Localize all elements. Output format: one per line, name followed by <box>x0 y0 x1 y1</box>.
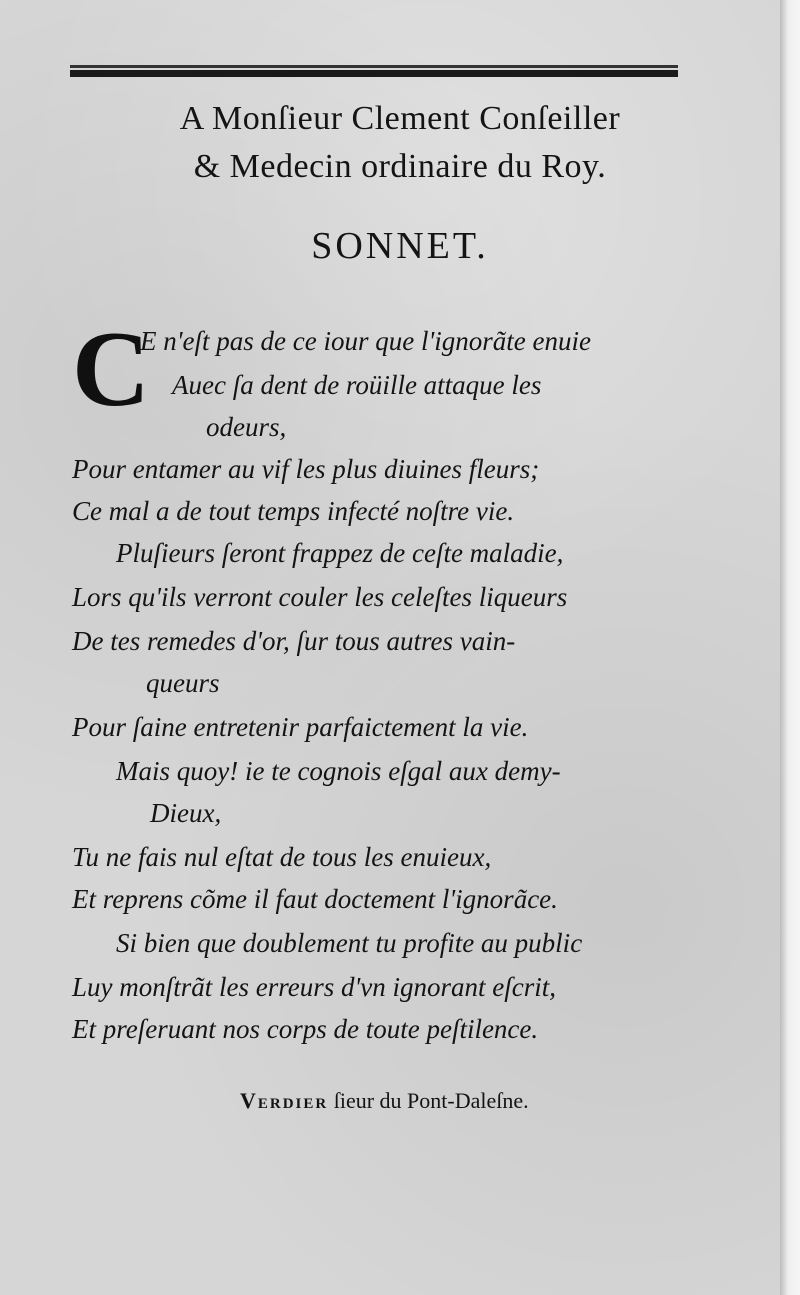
dedication-line-2: & Medecin ordinaire du Roy. <box>193 148 607 185</box>
verse-line: E n'eſt pas de ce iour que l'ignorãte enuie <box>140 326 591 356</box>
page-edge <box>780 0 800 1295</box>
verse-line: Et preſeruant nos corps de toute peſtilence. <box>72 1014 539 1044</box>
verse-line: Pour entamer au vif les plus diuines fleurs; <box>72 454 540 484</box>
verse-line: Pluſieurs ſeront frappez de ceſte maladie, <box>116 538 564 568</box>
verse-line: Ce mal a de tout temps infecté noſtre vie. <box>72 496 515 526</box>
signature <box>240 1088 529 1114</box>
signature-title: ſieur du Pont-Daleſne. <box>328 1088 529 1113</box>
dedication-line-1: A Monſieur Clement Conſeiller <box>179 100 621 137</box>
verse-line: Si bien que doublement tu profite au public <box>116 928 583 958</box>
verse-line: Pour ſaine entretenir parfaictement la vie. <box>72 712 529 742</box>
verse-line: odeurs, <box>206 412 287 442</box>
drop-cap: C <box>72 310 150 429</box>
verse-line: queurs <box>146 668 220 698</box>
verse-line: Et reprens cõme il faut doctement l'ignorãce. <box>72 884 558 914</box>
verse-line: Tu ne fais nul eſtat de tous les enuieux, <box>72 842 492 872</box>
verse-line: Auec ſa dent de roüille attaque les <box>172 370 542 400</box>
verse-line: Mais quoy! ie te cognois eſgal aux demy- <box>116 756 561 786</box>
verse-line: Dieux, <box>150 798 222 828</box>
signature-name: Verdier <box>240 1088 329 1113</box>
sonnet-title: SONNET. <box>311 225 489 267</box>
header-rule <box>70 68 678 77</box>
verse-line: Luy monſtrãt les erreurs d'vn ignorant eſcrit, <box>72 972 556 1002</box>
verse-line: Lors qu'ils verront couler les celeſtes liqueurs <box>72 582 568 612</box>
verse-line: De tes remedes d'or, ſur tous autres vain- <box>72 626 516 656</box>
